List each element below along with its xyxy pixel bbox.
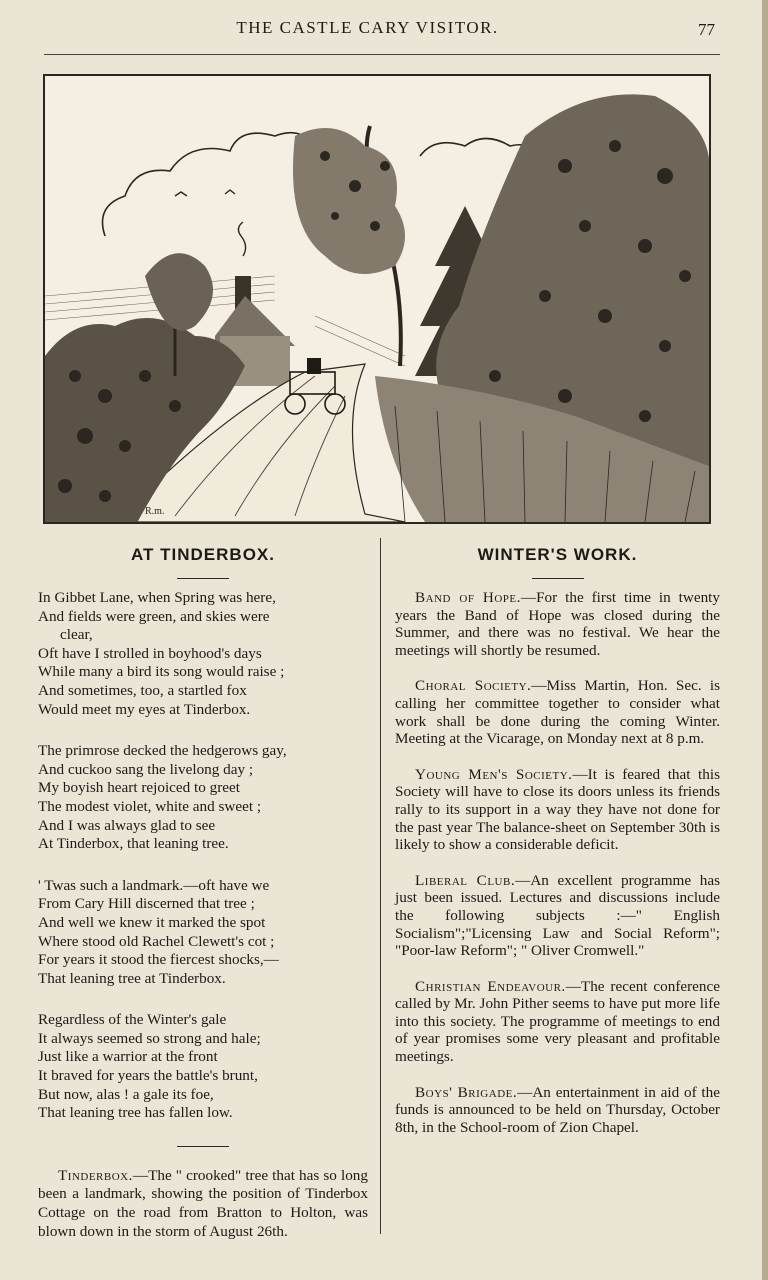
poem-line: clear, bbox=[60, 626, 93, 644]
poem-line: At Tinderbox, that leaning tree. bbox=[38, 835, 229, 853]
header-rule bbox=[44, 54, 720, 55]
poem-line: From Cary Hill discerned that tree ; bbox=[38, 895, 255, 913]
poem-line: Regardless of the Winter's gale bbox=[38, 1011, 227, 1029]
item-text: —The recent conference called by Mr. John Pither seems to have put more life into this society. The programme of meetings to end of year promises some very pleasant and profitable meetings. bbox=[395, 977, 720, 1066]
page-header bbox=[0, 18, 768, 44]
note-label: Tinderbox. bbox=[58, 1166, 133, 1184]
poem-line: The modest violet, white and sweet ; bbox=[38, 797, 262, 815]
poem-line: My boyish heart rejoiced to greet bbox=[38, 779, 241, 797]
poem-line: But now, alas ! a gale its foe, bbox=[38, 1085, 214, 1103]
news-column bbox=[395, 540, 720, 1154]
note-rule bbox=[177, 1146, 229, 1147]
poem-stanza bbox=[38, 1011, 368, 1123]
item-text: —An entertainment in aid of the funds is announced to be held on Thursday, October 8th, in the School-room of Zion Chapel. bbox=[395, 1083, 720, 1136]
news-title: WINTER'S WORK. bbox=[477, 545, 638, 564]
poem-line: It always seemed so strong and hale; bbox=[38, 1029, 261, 1047]
item-label: Choral Society. bbox=[415, 677, 532, 695]
poem-column bbox=[38, 540, 368, 1241]
poem-line: That leaning tree at Tinderbox. bbox=[38, 969, 226, 987]
poem-title: AT TINDERBOX. bbox=[131, 545, 275, 564]
page-edge bbox=[762, 0, 768, 1280]
news-item-boys-brigade bbox=[395, 1084, 720, 1137]
item-label: Boys' Brigade. bbox=[415, 1083, 518, 1101]
poem-line: That leaning tree has fallen low. bbox=[38, 1104, 233, 1122]
poem-stanza bbox=[38, 742, 368, 854]
column-divider bbox=[380, 538, 381, 1234]
poem-line: And cuckoo sang the livelong day ; bbox=[38, 760, 254, 778]
illustration-country-lane bbox=[43, 74, 711, 524]
poem-line: And sometimes, too, a startled fox bbox=[38, 681, 247, 699]
running-title: THE CASTLE CARY VISITOR. bbox=[236, 18, 499, 37]
news-item-liberal-club bbox=[395, 872, 720, 960]
item-label: Liberal Club. bbox=[415, 871, 516, 889]
poem-line: In Gibbet Lane, when Spring was here, bbox=[38, 589, 276, 606]
poem-line: Would meet my eyes at Tinderbox. bbox=[38, 700, 251, 718]
poem-line: ' Twas such a landmark.—oft have we bbox=[38, 876, 270, 894]
news-item-band-of-hope bbox=[395, 589, 720, 659]
poem-stanza bbox=[38, 589, 368, 719]
item-label: Band of Hope. bbox=[415, 589, 521, 606]
poem-line: And fields were green, and skies were bbox=[38, 607, 270, 625]
poem-line: While many a bird its song would raise ; bbox=[38, 663, 285, 681]
engraving-country-lane-icon bbox=[45, 76, 709, 522]
item-label: Young Men's Society. bbox=[415, 765, 573, 783]
poem-line: And I was always glad to see bbox=[38, 816, 216, 834]
poem-line: And well we knew it marked the spot bbox=[38, 913, 266, 931]
item-text: —It is feared that this Society will have to close its doors unless its friends rally to its support in a way they have not done for the past year The balance-sheet on September 30th is likely to show a considerable deficit. bbox=[395, 765, 720, 854]
news-item-christian-endeavour bbox=[395, 978, 720, 1066]
title-rule bbox=[532, 578, 584, 579]
tinderbox-note bbox=[38, 1167, 368, 1241]
page-number: 77 bbox=[698, 20, 715, 39]
item-text: —Miss Martin, Hon. Sec. is calling her committee together to consider what work shall be done during the coming Winter. Meeting at the Vicarage, on Monday next at 8 p.m. bbox=[395, 677, 721, 748]
poem-stanza bbox=[38, 877, 368, 989]
news-item-choral-society bbox=[395, 677, 720, 747]
poem-line: It braved for years the battle's brunt, bbox=[38, 1067, 258, 1085]
item-text: —For the first time in twenty years the Band of Hope was closed during the Summer, and there was no festival. We hear the meetings will shortly be resumed. bbox=[395, 589, 720, 659]
item-text: —An excellent programme has just been issued. Lectures and discussions include the following subjects :—" English Socialism";"Licensing Law and Social Reform"; "Poor-law Reform"; " Oliver Cromwell." bbox=[395, 871, 720, 960]
poem-line: Just like a warrior at the front bbox=[38, 1048, 218, 1066]
news-item-young-mens-society bbox=[395, 766, 720, 854]
item-label: Christian Endeavour. bbox=[415, 977, 566, 995]
illustration-signature: R.m. bbox=[145, 506, 165, 517]
poem-line: Where stood old Rachel Clewett's cot ; bbox=[38, 932, 275, 950]
poem-line: Oft have I strolled in boyhood's days bbox=[38, 644, 262, 662]
note-indent bbox=[38, 1167, 58, 1184]
poem-line: For years it stood the fiercest shocks,— bbox=[38, 951, 279, 969]
title-rule bbox=[177, 578, 229, 579]
note-text: —The " crooked" tree that has so long been a landmark, showing the position of Tinderbox Cottage on the road from Bratton to Holton, was blown down in the storm of August 26th. bbox=[38, 1166, 368, 1240]
poem-line: The primrose decked the hedgerows gay, bbox=[38, 742, 287, 760]
